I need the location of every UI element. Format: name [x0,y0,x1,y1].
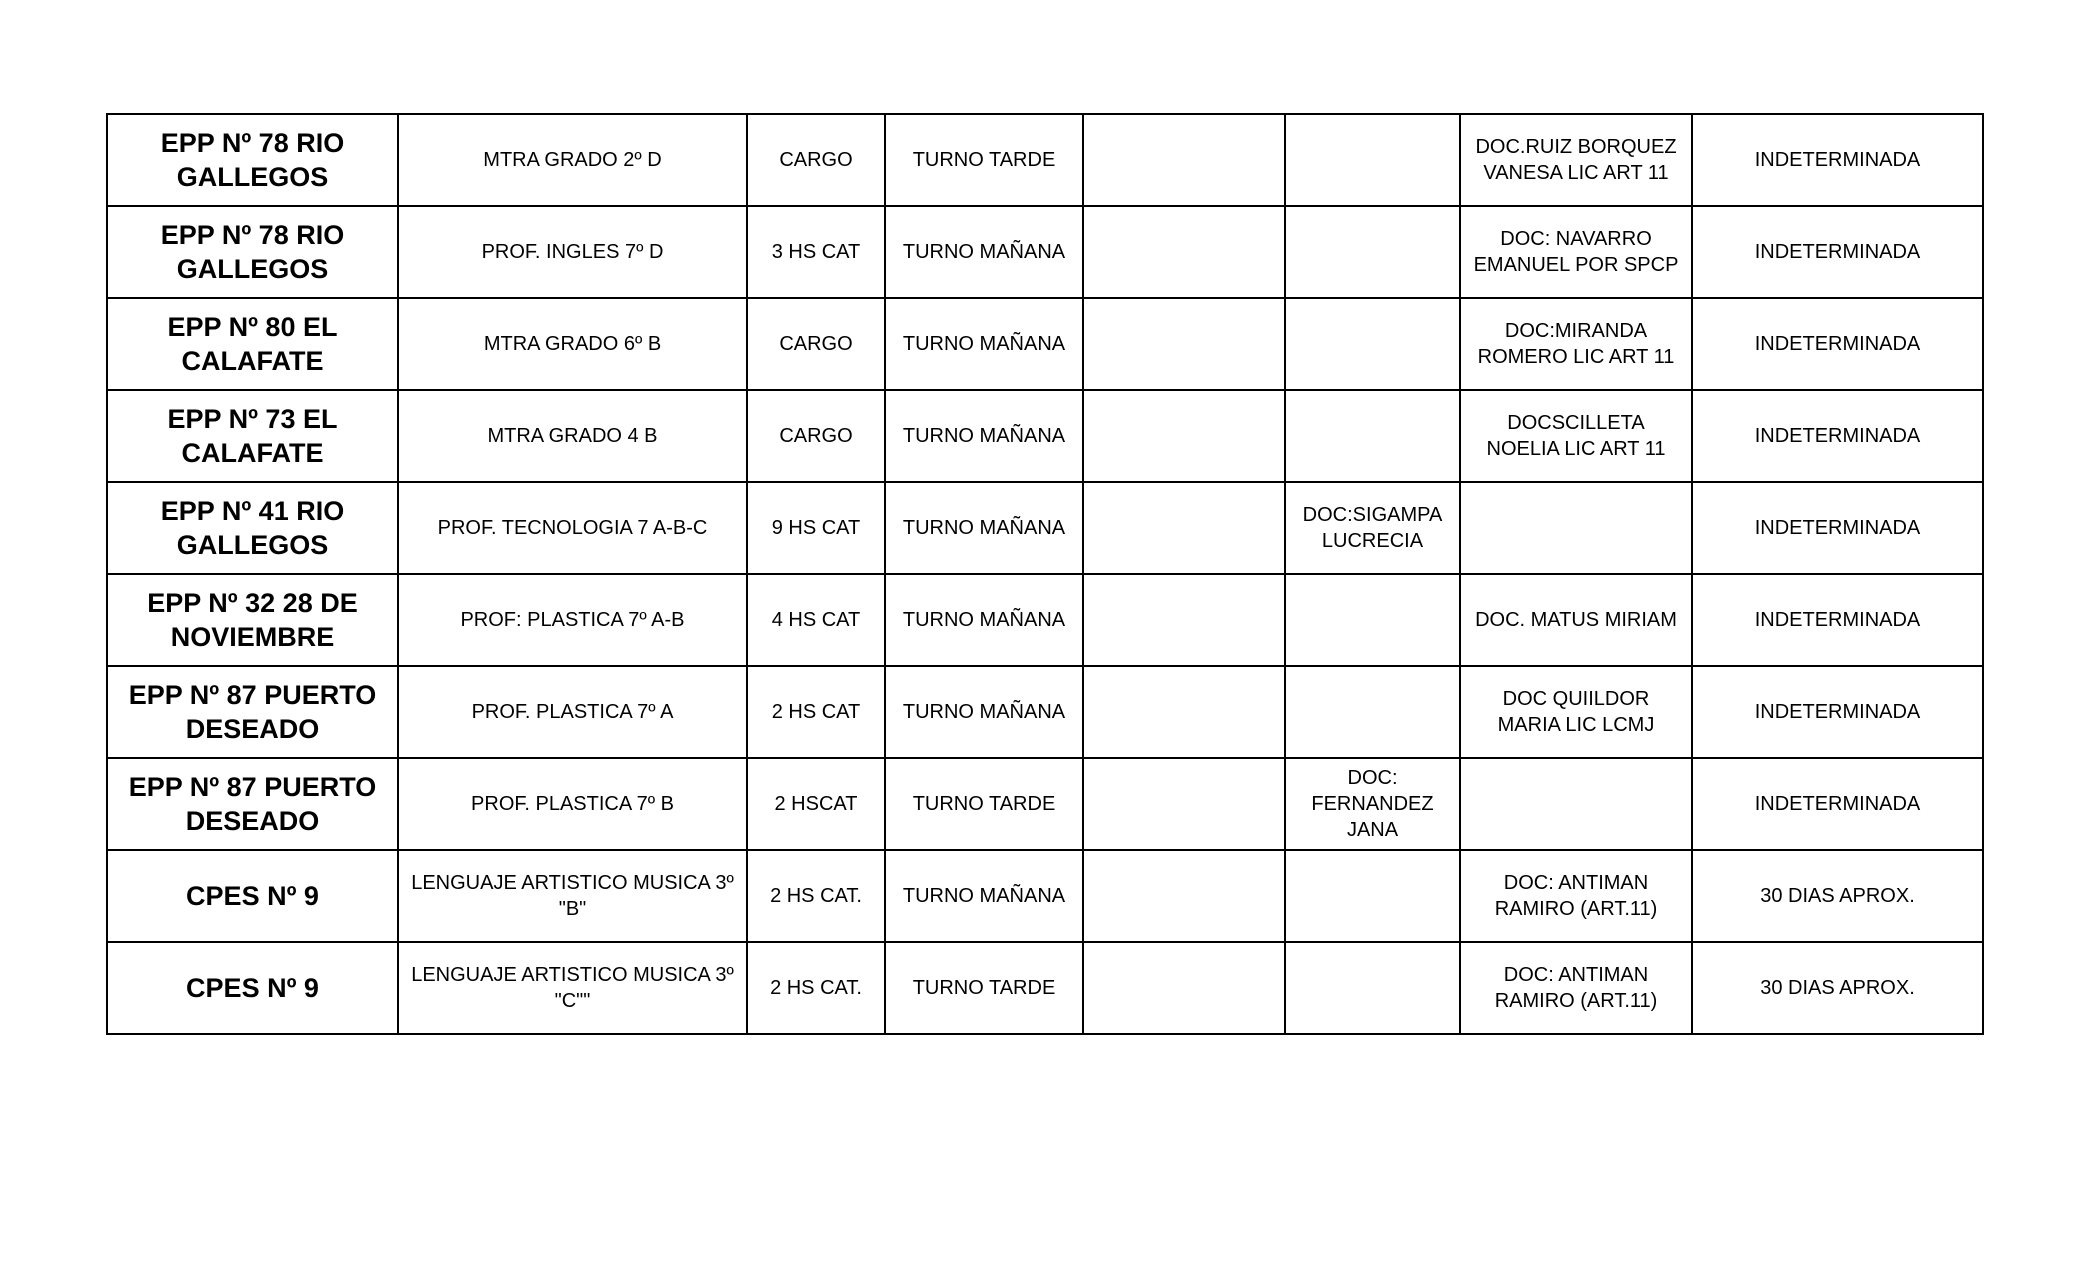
table-row [107,574,1983,666]
table-row [107,482,1983,574]
table-row [107,666,1983,758]
table-row [107,942,1983,1034]
duration-cell: INDETERMINADA [1692,666,1983,758]
empty-cell [1083,114,1285,206]
substitute-cell: DOC: FERNANDEZ JANA [1285,758,1460,850]
table-row [107,850,1983,942]
shift-cell: TURNO MAÑANA [885,390,1083,482]
empty-cell [1083,666,1285,758]
school-cell: EPP Nº 87 PUERTO DESEADO [107,666,398,758]
empty-cell [1083,850,1285,942]
position-cell: PROF. INGLES 7º D [398,206,747,298]
replaced-teacher-cell: DOC QUIILDOR MARIA LIC LCMJ [1460,666,1692,758]
substitute-cell [1285,666,1460,758]
shift-cell: TURNO MAÑANA [885,574,1083,666]
duration-cell: INDETERMINADA [1692,758,1983,850]
duration-cell: 30 DIAS APROX. [1692,850,1983,942]
empty-cell [1083,574,1285,666]
substitute-cell [1285,114,1460,206]
shift-cell: TURNO MAÑANA [885,206,1083,298]
replaced-teacher-cell: DOC:MIRANDA ROMERO LIC ART 11 [1460,298,1692,390]
shift-cell: TURNO TARDE [885,758,1083,850]
table-row [107,390,1983,482]
substitute-cell [1285,574,1460,666]
duration-cell: INDETERMINADA [1692,298,1983,390]
position-cell: MTRA GRADO 6º B [398,298,747,390]
substitute-cell: DOC:SIGAMPA LUCRECIA [1285,482,1460,574]
substitute-cell [1285,850,1460,942]
empty-cell [1083,942,1285,1034]
empty-cell [1083,206,1285,298]
empty-cell [1083,482,1285,574]
document-page [106,113,1982,1035]
table-body [107,114,1983,1034]
hours-cell: 9 HS CAT [747,482,885,574]
replaced-teacher-cell: DOCSCILLETA NOELIA LIC ART 11 [1460,390,1692,482]
position-cell: LENGUAJE ARTISTICO MUSICA 3º "B" [398,850,747,942]
replaced-teacher-cell: DOC: ANTIMAN RAMIRO (ART.11) [1460,942,1692,1034]
school-cell: EPP Nº 80 EL CALAFATE [107,298,398,390]
duration-cell: INDETERMINADA [1692,114,1983,206]
duration-cell: INDETERMINADA [1692,574,1983,666]
duration-cell: 30 DIAS APROX. [1692,942,1983,1034]
replaced-teacher-cell: DOC: ANTIMAN RAMIRO (ART.11) [1460,850,1692,942]
school-cell: EPP Nº 32 28 DE NOVIEMBRE [107,574,398,666]
replaced-teacher-cell: DOC.RUIZ BORQUEZ VANESA LIC ART 11 [1460,114,1692,206]
empty-cell [1083,298,1285,390]
hours-cell: 3 HS CAT [747,206,885,298]
substitute-cell [1285,206,1460,298]
replaced-teacher-cell: DOC: NAVARRO EMANUEL POR SPCP [1460,206,1692,298]
table-row [107,758,1983,850]
school-cell: CPES Nº 9 [107,850,398,942]
duration-cell: INDETERMINADA [1692,390,1983,482]
shift-cell: TURNO MAÑANA [885,482,1083,574]
substitute-cell [1285,298,1460,390]
empty-cell [1083,758,1285,850]
shift-cell: TURNO MAÑANA [885,850,1083,942]
position-cell: MTRA GRADO 2º D [398,114,747,206]
hours-cell: 2 HS CAT [747,666,885,758]
table-row [107,298,1983,390]
shift-cell: TURNO MAÑANA [885,298,1083,390]
hours-cell: CARGO [747,298,885,390]
empty-cell [1083,390,1285,482]
position-cell: MTRA GRADO 4 B [398,390,747,482]
substitute-cell [1285,390,1460,482]
position-cell: PROF. TECNOLOGIA 7 A-B-C [398,482,747,574]
shift-cell: TURNO MAÑANA [885,666,1083,758]
hours-cell: CARGO [747,390,885,482]
table-row [107,114,1983,206]
position-cell: PROF. PLASTICA 7º B [398,758,747,850]
hours-cell: 4 HS CAT [747,574,885,666]
school-cell: EPP Nº 78 RIO GALLEGOS [107,114,398,206]
hours-cell: 2 HS CAT. [747,942,885,1034]
school-cell: CPES Nº 9 [107,942,398,1034]
school-cell: EPP Nº 41 RIO GALLEGOS [107,482,398,574]
position-cell: PROF. PLASTICA 7º A [398,666,747,758]
replaced-teacher-cell [1460,758,1692,850]
table-row [107,206,1983,298]
substitute-cell [1285,942,1460,1034]
replaced-teacher-cell [1460,482,1692,574]
replaced-teacher-cell: DOC. MATUS MIRIAM [1460,574,1692,666]
position-cell: PROF: PLASTICA 7º A-B [398,574,747,666]
school-cell: EPP Nº 87 PUERTO DESEADO [107,758,398,850]
school-cell: EPP Nº 73 EL CALAFATE [107,390,398,482]
hours-cell: 2 HSCAT [747,758,885,850]
shift-cell: TURNO TARDE [885,942,1083,1034]
shift-cell: TURNO TARDE [885,114,1083,206]
school-cell: EPP Nº 78 RIO GALLEGOS [107,206,398,298]
duration-cell: INDETERMINADA [1692,206,1983,298]
hours-cell: 2 HS CAT. [747,850,885,942]
vacancies-table [106,113,1984,1035]
duration-cell: INDETERMINADA [1692,482,1983,574]
position-cell: LENGUAJE ARTISTICO MUSICA 3º "C"" [398,942,747,1034]
hours-cell: CARGO [747,114,885,206]
